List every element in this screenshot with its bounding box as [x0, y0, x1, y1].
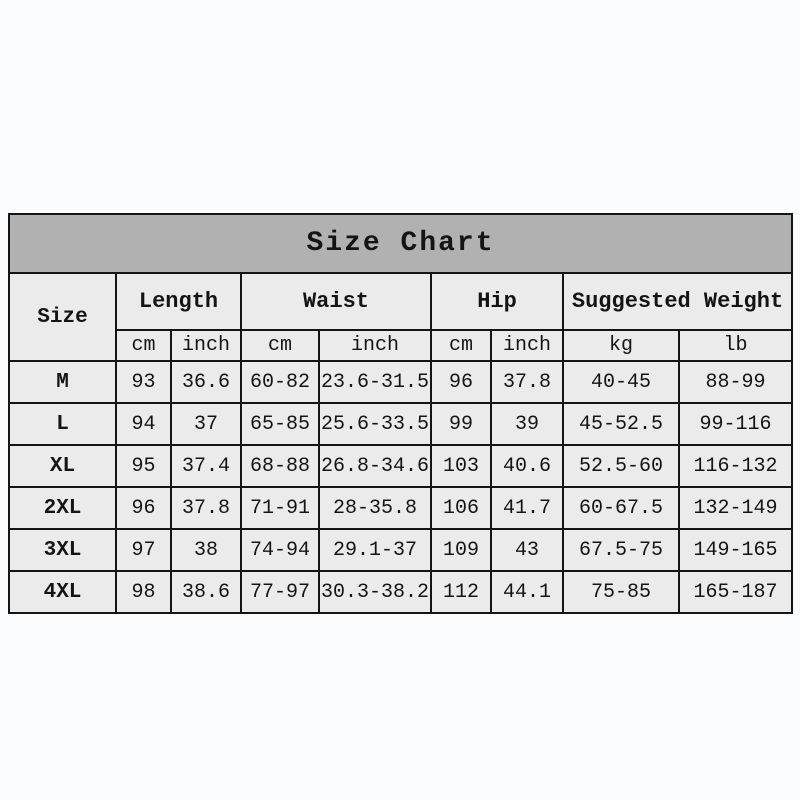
- size-label: 2XL: [9, 487, 116, 529]
- length-cm-value: 98: [116, 571, 171, 613]
- waist-cm-value: 68-88: [241, 445, 319, 487]
- size-label: 3XL: [9, 529, 116, 571]
- table-row-3xl: [9, 529, 792, 571]
- size-label: XL: [9, 445, 116, 487]
- table-row-xl: [9, 445, 792, 487]
- column-header-hip: Hip: [431, 273, 563, 330]
- hip-inch-value: 39: [491, 403, 563, 445]
- hip-inch-value: 43: [491, 529, 563, 571]
- subheader-length-inch: inch: [171, 330, 241, 361]
- waist-cm-value: 60-82: [241, 361, 319, 403]
- hip-inch-value: 44.1: [491, 571, 563, 613]
- size-label: 4XL: [9, 571, 116, 613]
- column-header-length: Length: [116, 273, 241, 330]
- hip-inch-value: 41.7: [491, 487, 563, 529]
- waist-inch-value: 26.8-34.6: [319, 445, 431, 487]
- size-chart-table: [8, 213, 793, 614]
- table-row-2xl: [9, 487, 792, 529]
- subheader-length-cm: cm: [116, 330, 171, 361]
- weight-kg-value: 40-45: [563, 361, 679, 403]
- waist-inch-value: 23.6-31.5: [319, 361, 431, 403]
- waist-cm-value: 77-97: [241, 571, 319, 613]
- weight-lb-value: 132-149: [679, 487, 792, 529]
- size-chart-title: Size Chart: [9, 214, 792, 273]
- hip-cm-value: 112: [431, 571, 491, 613]
- length-cm-value: 95: [116, 445, 171, 487]
- length-inch-value: 37.4: [171, 445, 241, 487]
- subheader-weight-kg: kg: [563, 330, 679, 361]
- subheader-weight-lb: lb: [679, 330, 792, 361]
- length-inch-value: 38.6: [171, 571, 241, 613]
- hip-inch-value: 40.6: [491, 445, 563, 487]
- hip-cm-value: 103: [431, 445, 491, 487]
- table-row-4xl: [9, 571, 792, 613]
- subheader-waist-cm: cm: [241, 330, 319, 361]
- length-inch-value: 38: [171, 529, 241, 571]
- weight-kg-value: 60-67.5: [563, 487, 679, 529]
- length-cm-value: 93: [116, 361, 171, 403]
- weight-lb-value: 99-116: [679, 403, 792, 445]
- table-row-m: [9, 361, 792, 403]
- weight-kg-value: 75-85: [563, 571, 679, 613]
- weight-lb-value: 88-99: [679, 361, 792, 403]
- waist-inch-value: 28-35.8: [319, 487, 431, 529]
- size-label: L: [9, 403, 116, 445]
- length-cm-value: 94: [116, 403, 171, 445]
- waist-cm-value: 65-85: [241, 403, 319, 445]
- weight-kg-value: 67.5-75: [563, 529, 679, 571]
- length-inch-value: 37.8: [171, 487, 241, 529]
- waist-inch-value: 25.6-33.5: [319, 403, 431, 445]
- column-header-size: Size: [9, 273, 116, 361]
- waist-cm-value: 71-91: [241, 487, 319, 529]
- subheader-waist-inch: inch: [319, 330, 431, 361]
- table-row-l: [9, 403, 792, 445]
- subheader-hip-inch: inch: [491, 330, 563, 361]
- hip-cm-value: 109: [431, 529, 491, 571]
- size-label: M: [9, 361, 116, 403]
- hip-cm-value: 106: [431, 487, 491, 529]
- hip-inch-value: 37.8: [491, 361, 563, 403]
- weight-lb-value: 149-165: [679, 529, 792, 571]
- weight-kg-value: 52.5-60: [563, 445, 679, 487]
- hip-cm-value: 99: [431, 403, 491, 445]
- weight-kg-value: 45-52.5: [563, 403, 679, 445]
- column-header-suggested-weight: Suggested Weight: [563, 273, 792, 330]
- subheader-hip-cm: cm: [431, 330, 491, 361]
- length-inch-value: 37: [171, 403, 241, 445]
- length-cm-value: 96: [116, 487, 171, 529]
- length-cm-value: 97: [116, 529, 171, 571]
- column-header-waist: Waist: [241, 273, 431, 330]
- waist-cm-value: 74-94: [241, 529, 319, 571]
- weight-lb-value: 165-187: [679, 571, 792, 613]
- waist-inch-value: 29.1-37: [319, 529, 431, 571]
- waist-inch-value: 30.3-38.2: [319, 571, 431, 613]
- hip-cm-value: 96: [431, 361, 491, 403]
- weight-lb-value: 116-132: [679, 445, 792, 487]
- length-inch-value: 36.6: [171, 361, 241, 403]
